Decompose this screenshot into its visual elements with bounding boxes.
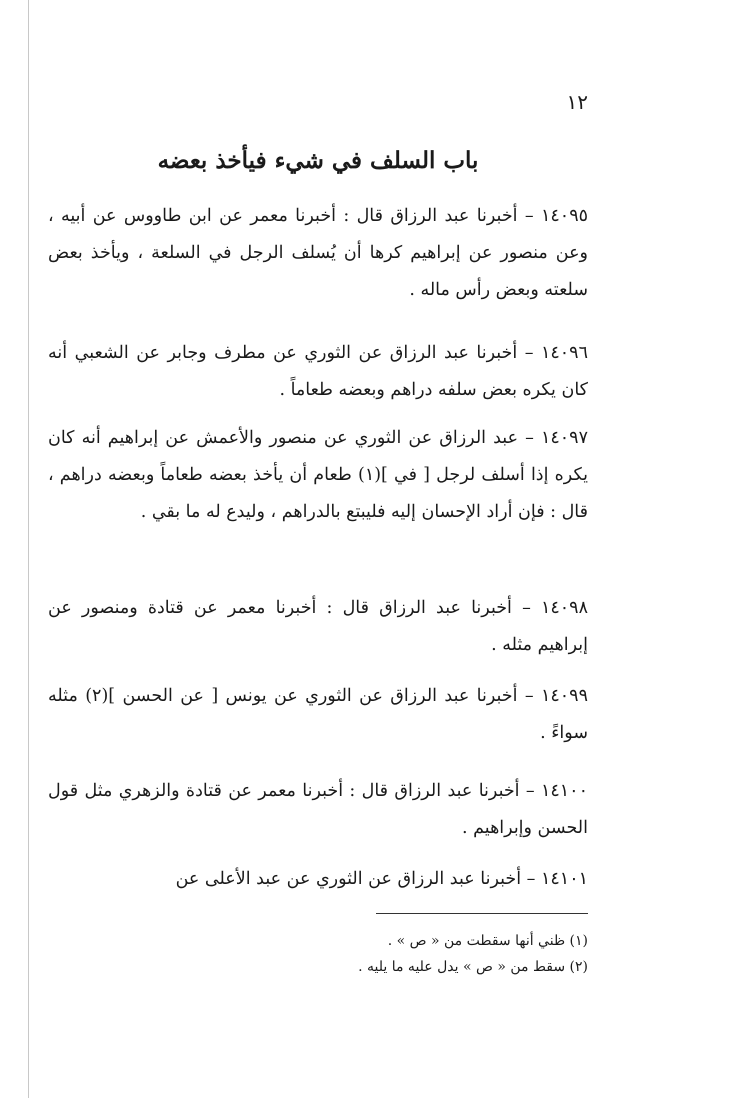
hadith-text: عبد الرزاق عن الثوري عن منصور والأعمش عن إبراهيم أنه كان يكره إذا أسلف لرجل [ في ](١) طعام أن يأخذ بعضه طعاماً وبعضه دراهم ، قال : فإن أراد الإحسان إليه فليبتع بالدراهم ، وليدع له ما بقي .: [48, 428, 588, 522]
hadith-text: أخبرنا عبد الرزاق قال : أخبرنا معمر عن قتادة والزهري مثل قول الحسن وإبراهيم .: [48, 781, 588, 838]
hadith-text: أخبرنا عبد الرزاق قال : أخبرنا معمر عن قتادة ومنصور عن إبراهيم مثله .: [48, 598, 588, 655]
hadith-14101: [48, 861, 588, 898]
hadith-number: ١٤٠٩٦: [540, 343, 588, 363]
hadith-dash: –: [511, 598, 531, 618]
footnote-divider: [376, 913, 588, 914]
hadith-text: أخبرنا عبد الرزاق عن الثوري عن عبد الأعلى عن: [175, 869, 522, 889]
hadith-text: أخبرنا عبد الرزاق عن الثوري عن مطرف وجابر عن الشعبي أنه كان يكره بعض سلفه دراهم وبعضه طعاماً .: [48, 343, 588, 400]
hadith-dash: –: [518, 428, 534, 448]
footnote-1: (١) ظني أنها سقطت من « ص » .: [387, 933, 588, 949]
hadith-14095: [48, 198, 588, 309]
hadith-number: ١٤١٠١: [541, 869, 588, 889]
hadith-number: ١٤٠٩٥: [541, 206, 588, 226]
hadith-text: أخبرنا عبد الرزاق قال : أخبرنا معمر عن ابن طاووس عن أبيه ، وعن منصور عن إبراهيم كرها أن يُسلف الرجل في السلعة ، ويأخذ بعض سلعته وبعض رأس ماله .: [48, 206, 588, 300]
hadith-dash: –: [517, 343, 534, 363]
hadith-number: ١٤٠٩٧: [540, 428, 588, 448]
footnotes: [48, 928, 588, 980]
hadith-14100: [48, 773, 588, 847]
hadith-dash: –: [517, 206, 534, 226]
hadith-dash: –: [517, 686, 534, 706]
page-margin-rule: [28, 0, 29, 1098]
hadith-number: ١٤١٠٠: [540, 781, 588, 801]
hadith-14097: [48, 420, 588, 531]
footnote-2: (٢) سقط من « ص » يدل عليه ما يليه .: [358, 959, 588, 975]
hadith-number: ١٤٠٩٩: [540, 686, 588, 706]
hadith-text: أخبرنا عبد الرزاق عن الثوري عن يونس [ عن الحسن ](٢) مثله سواءً .: [48, 686, 588, 743]
hadith-14099: [48, 678, 588, 752]
hadith-dash: –: [521, 869, 536, 889]
page-number: ١٢: [566, 90, 588, 114]
hadith-number: ١٤٠٩٨: [540, 598, 588, 618]
hadith-dash: –: [519, 781, 535, 801]
chapter-title: باب السلف في شيء فيأخذ بعضه: [157, 147, 479, 174]
book-page: [48, 0, 588, 1098]
hadith-14098: [48, 590, 588, 664]
hadith-14096: [48, 335, 588, 409]
